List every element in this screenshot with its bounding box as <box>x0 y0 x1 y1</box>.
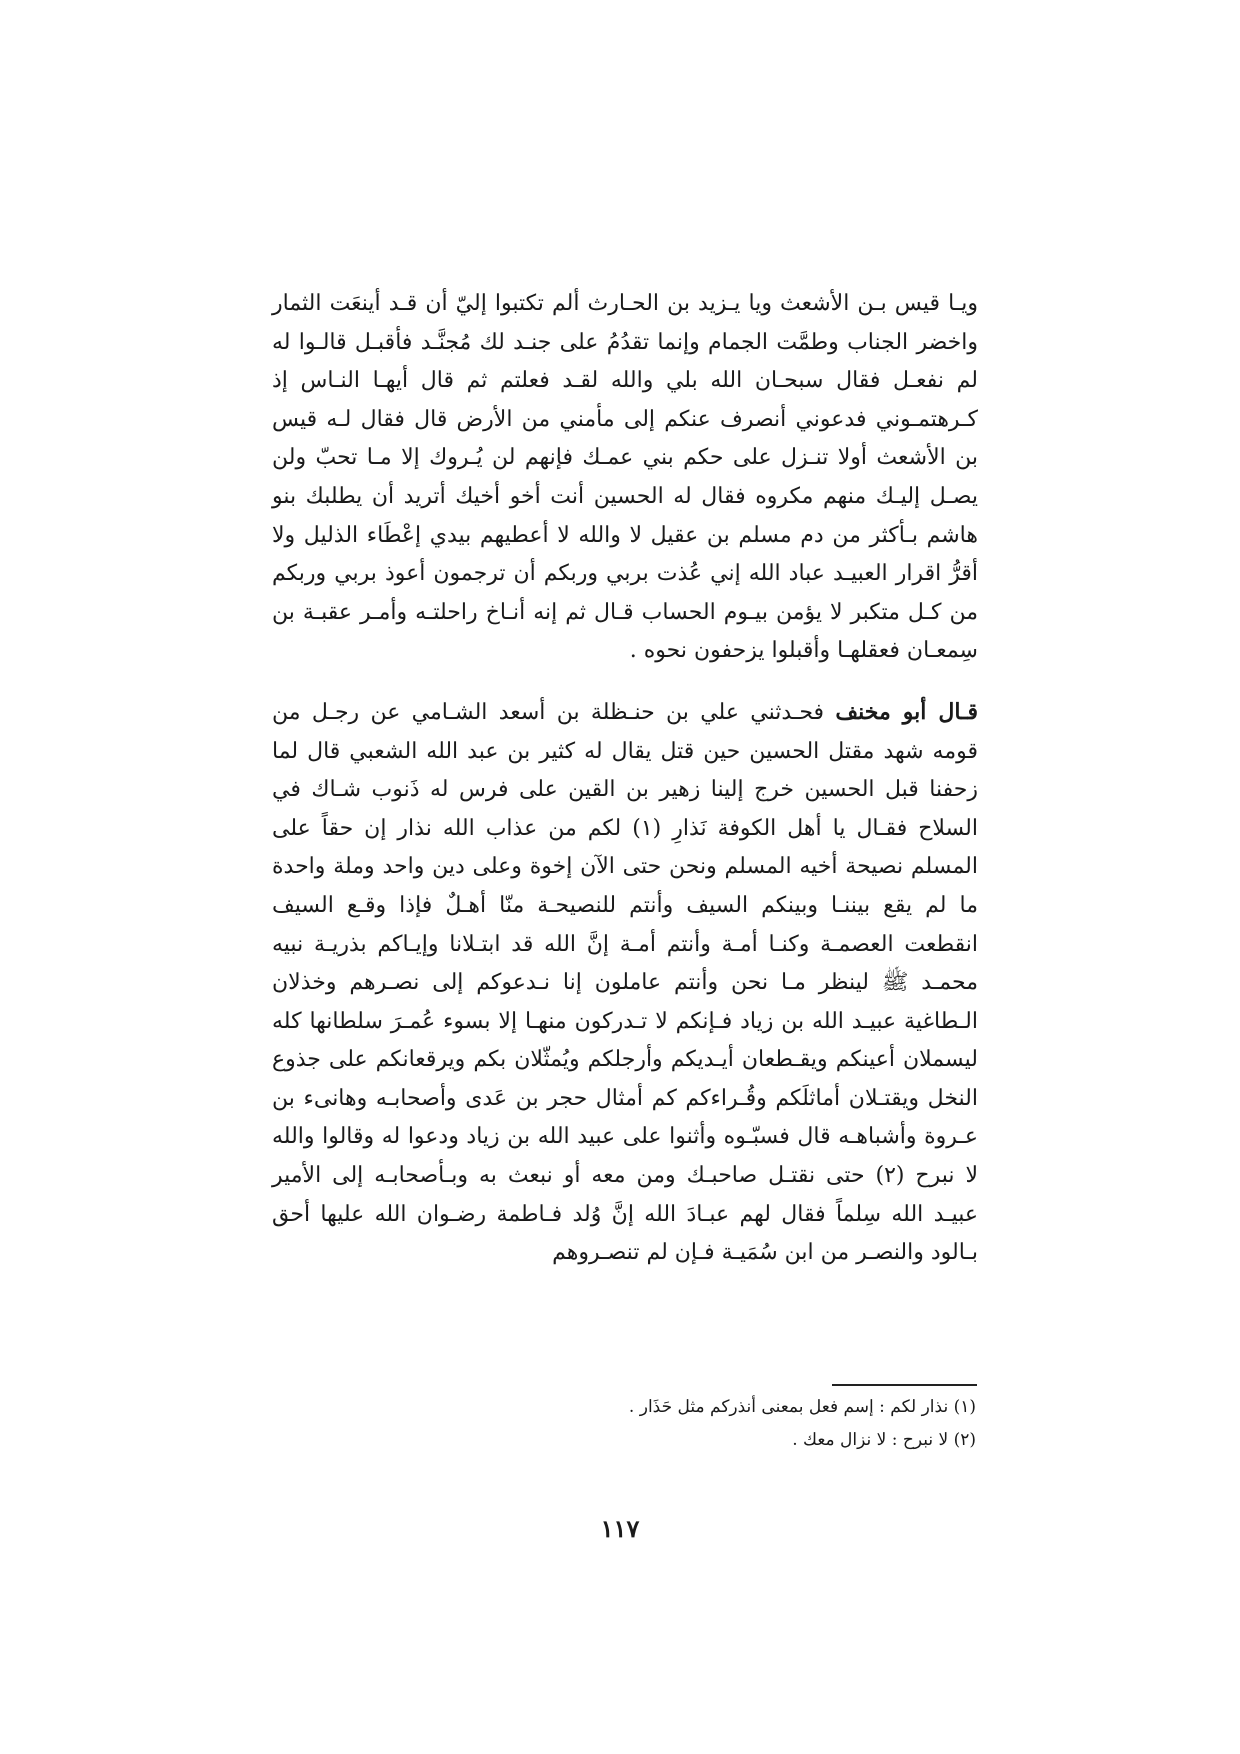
paragraph-1 <box>272 284 978 671</box>
main-text <box>272 284 978 1273</box>
footnote-divider <box>832 1384 977 1386</box>
paragraph-lead: قـال أبو مخنف <box>835 698 978 725</box>
footnotes <box>400 1391 976 1457</box>
page-number: ١١٧ <box>600 1514 640 1543</box>
paragraph-body: فحـدثني علي بن حنـظلة بن أسعد الشـامي عن رجـل من قومه شهد مقتل الحسين حين قتل يقال له كثير بن عبد الله الشعبي قال لما زحفنا قبل الحسين خرج إلينا زهير بن القين على فرس له ذَنوب شـاك في السلاح فقـال يا أهل الكوفة نَذارِ (١) لكم من عذاب الله نذار إن حقاً على المسلم نصيحة أخيه المسلم ونحن حتى الآن إخوة وعلى دين واحد وملة واحدة ما لم يقع بيننـا وبينكم السيف وأنتم للنصيحـة منّا أهـلٌ فإذا وقـع السيف انقطعت العصمـة وكنـا أمـة وأنتم أمـة إنَّ الله قد ابتـلانا وإيـاكم بذريـة نبيه محمـد ﷺ لينظر مـا نحن وأنتم عاملون إنا نـدعوكم إلى نصـرهم وخذلان الـطاغية عبيـد الله بن زياد فـإنكم لا تـدركون منهـا إلا بسوء عُمـرَ سلطانها كله ليسملان أعينكم ويقـطعان أيـديكم وأرجلكم ويُمثّلان بكم ويرقعانكم على جذوع النخل ويقتـلان أماثلَكم وقُـراءكم كم أمثال حجر بن عَدى وأصحابـه وهانىء بن عـروة وأشباهـه قال فسبّـوه وأثنوا على عبيد الله بن زياد ودعوا له وقالوا والله لا نبرح (٢) حتى نقتـل صاحبـك ومن معه أو نبعث به وبـأصحابـه إلى الأمير عبيـد الله سِلماً فقال لهم عبـادَ الله إنَّ وُلد فـاطمة رضـوان الله عليها أحق بـالود والنصـر من ابن سُمَيـة فـإن لم تنصـروهم <box>272 699 978 1266</box>
footnote-1: (١) نذار لكم : إسم فعل بمعنى أنذركم مثل حَذَار . <box>628 1397 976 1417</box>
paragraph-body: ويـا قيس بـن الأشعث ويا يـزيد بن الحـارث ألم تكتبوا إليّ أن قـد أينعَت الثمار واخضر الجناب وطمَّت الجمام وإنما تقدُمُ على جنـد لك مُجنَّـد فأقبـل قالـوا له لم نفعـل فقال سبحـان الله بلي والله لقـد فعلتم ثم قال أيهـا النـاس إذ كـرهتمـوني فدعوني أنصرف عنكم إلى مأمني من الأرض قال فقال لـه قيس بن الأشعث أولا تنـزل على حكم بني عمـك فإنهم لن يُـروك إلا مـا تحبّ ولن يصـل إليـك منهم مكروه فقال له الحسين أنت أخو أخيك أتريد أن يطلبك بنو هاشم بـأكثر من دم مسلم بن عقيل لا والله لا أعطيهم بيدي إعْطَاء الذليل ولا أقرُّ اقرار العبيـد عباد الله إني عُذت بربي وربكم أن ترجمون أعوذ بربي وربكم من كـل متكبر لا يؤمن بيـوم الحساب قـال ثم إنه أنـاخ راحلتـه وأمـر عقبـة بن سِمعـان فعقلهـا وأقبلوا يزحفون نحوه . <box>272 291 978 664</box>
paragraph-2 <box>272 693 978 1273</box>
footnote-2: (٢) لا نبرح : لا نزال معك . <box>792 1430 976 1450</box>
